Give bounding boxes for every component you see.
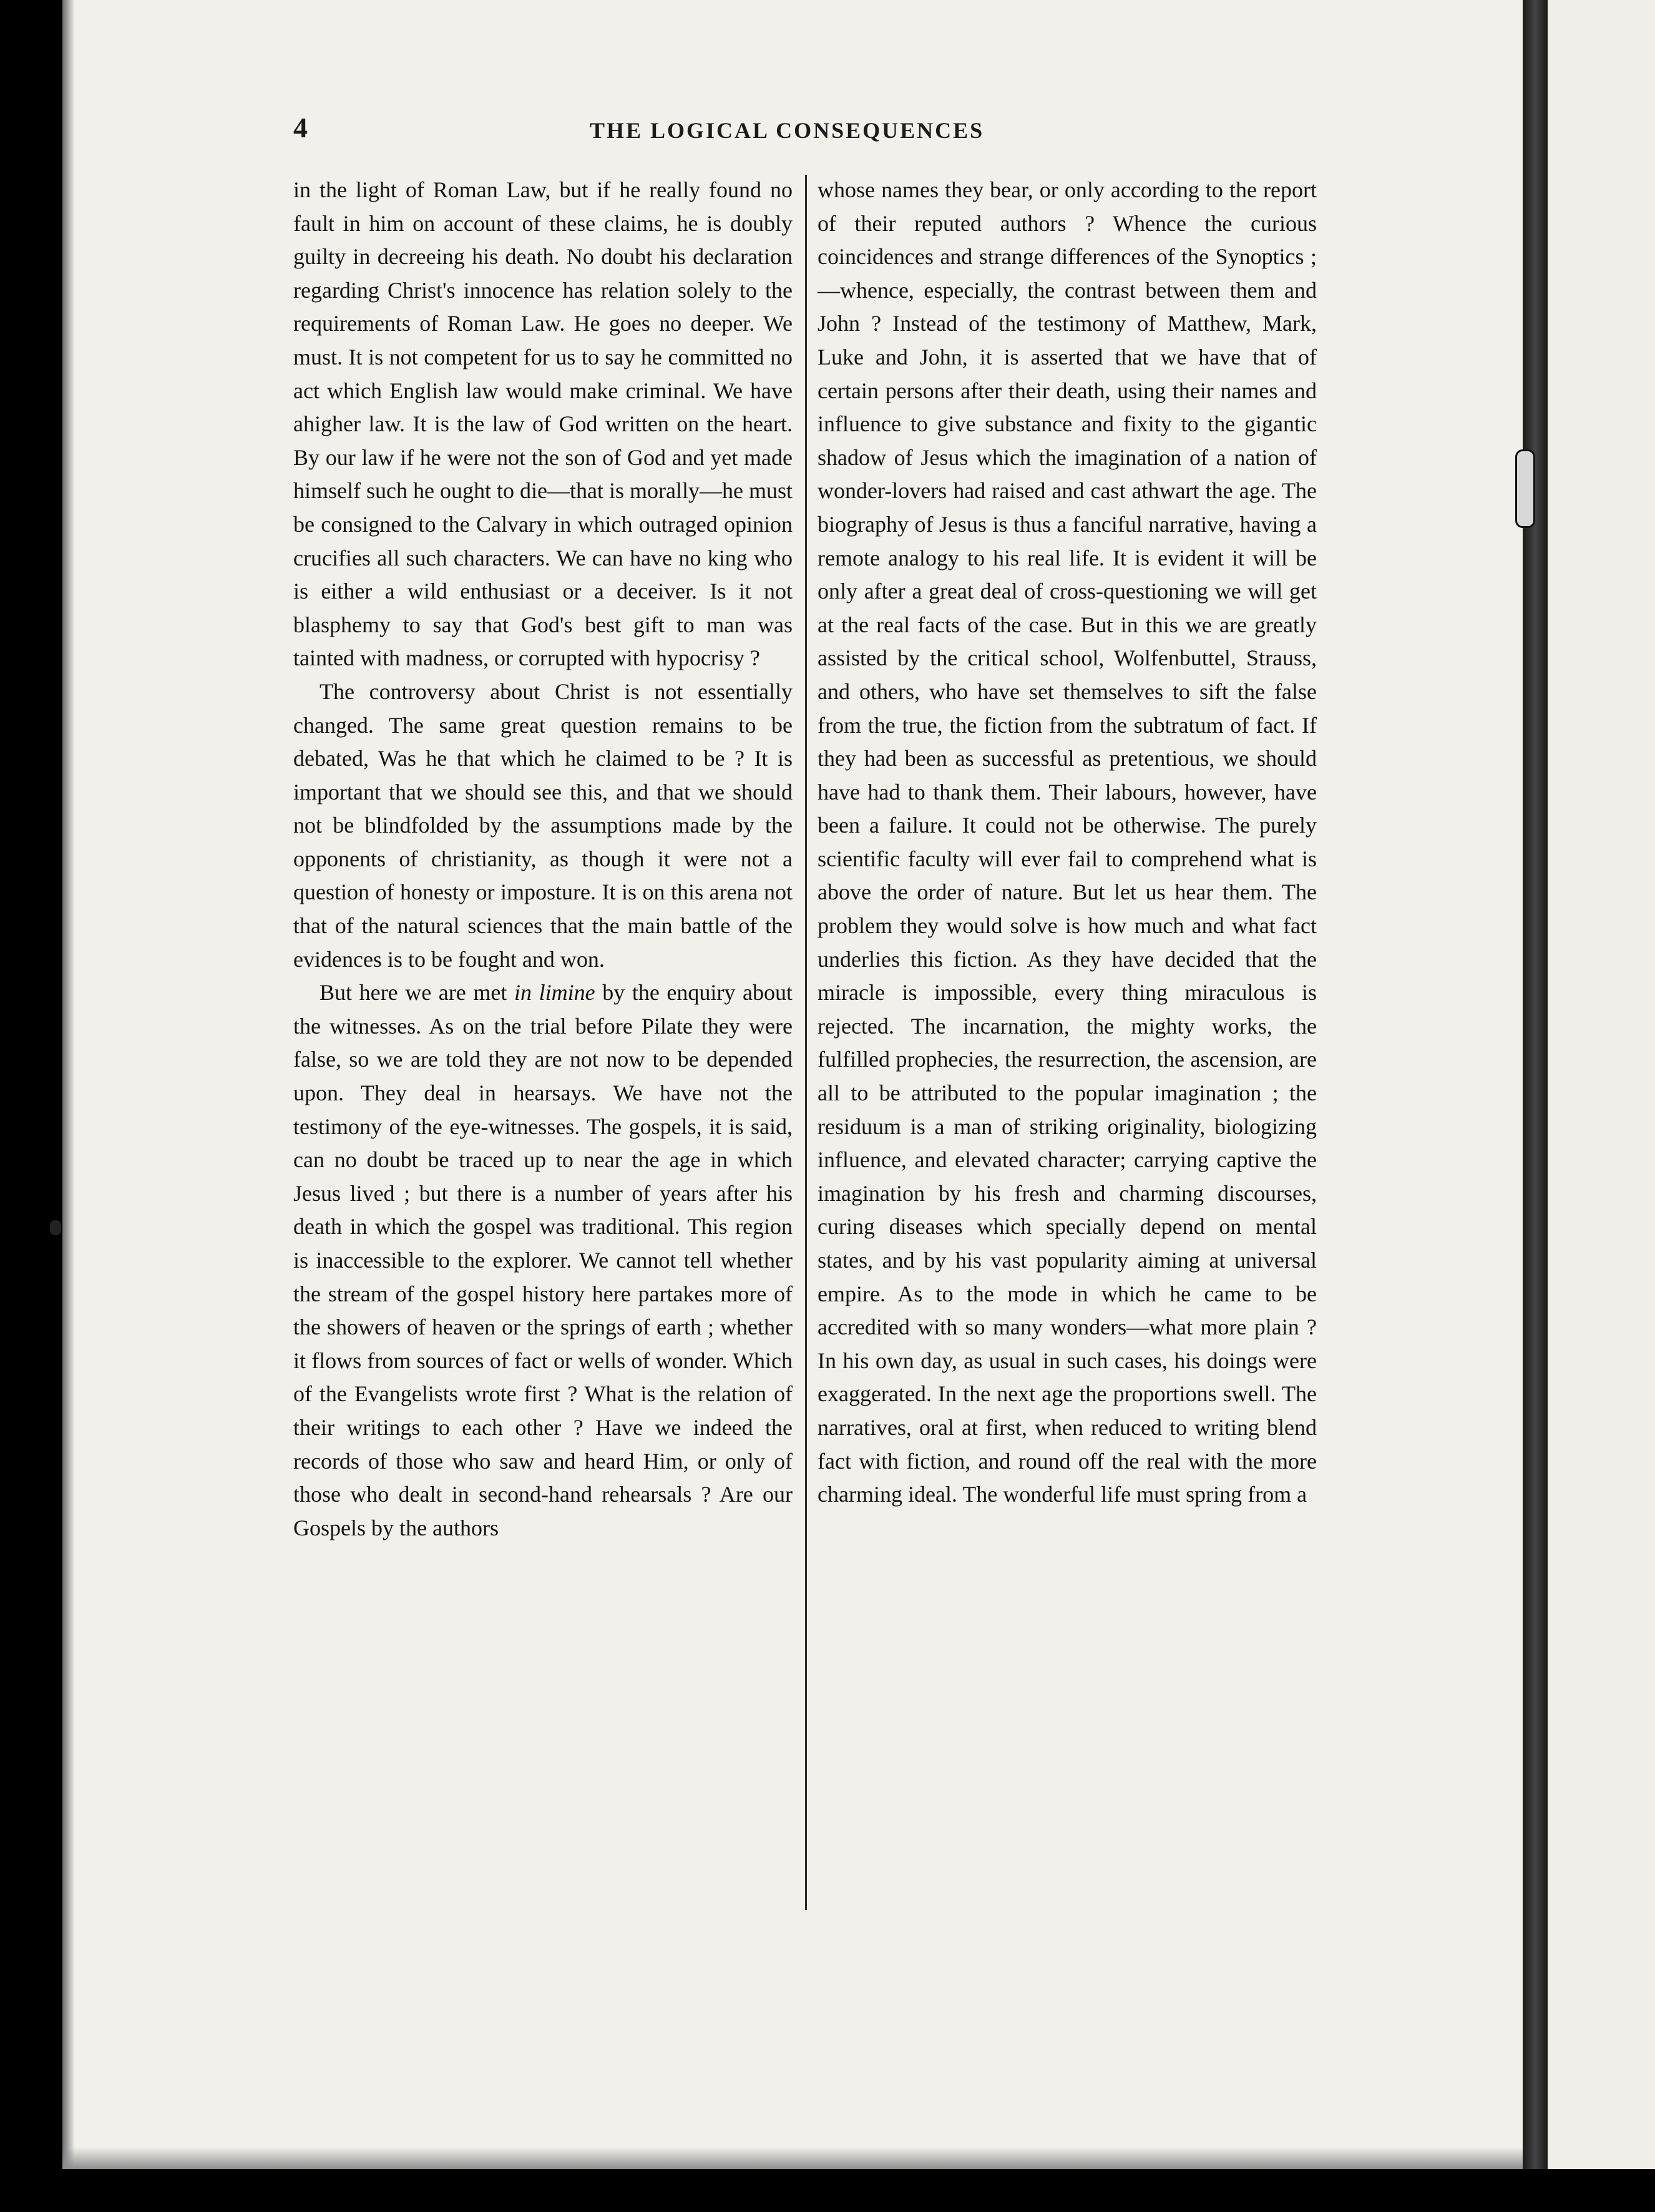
page-edge-shadow: [62, 0, 75, 2169]
binding-gutter: [1523, 0, 1548, 2169]
paragraph-text: by the enquiry about the witnesses. As on the trial before Pilate they were false, so we are told they are not now to be depended upon. They deal in hearsays. We have not the testimony of the eye-witnesses. The gospels, it is said, can no doubt be traced up to near the age in which Jesus lived ; but there is a number of years after his death in which the gospel was traditional. This region is inaccessible to the explorer. We cannot tell whether the stream of the gospel history here partakes more of the showers of heaven or the springs of earth ; whether it flows from sources of fact or wells of wonder. Which of the Evangelists wrote first ? What is the relation of their writings to each other ? Have we indeed the records of those who saw and heard Him, or only of those who dealt in second-hand rehearsals ? Are our Gospels by the authors: [293, 980, 793, 1540]
binding-clip-icon: [1515, 449, 1535, 528]
paragraph: The controversy about Christ is not essentially changed. The same great question remains to be debated, Was he that which he claimed to be ? It is important that we should see this, and that we should not be blindfolded by the assumptions made by the opponents of christianity, as though it were not a question of honesty or imposture. It is on this arena not that of the natural sciences that the main battle of the evidences is to be fought and won.: [293, 678, 793, 972]
left-column: [293, 174, 793, 1545]
paragraph: [293, 976, 793, 1545]
paragraph-text: But here we are met: [320, 980, 514, 1006]
scan-speck: [50, 1220, 61, 1235]
running-title: THE LOGICAL CONSEQUENCES: [590, 118, 985, 143]
page-bottom-shadow: [62, 2147, 1535, 2169]
italic-phrase: in limine: [514, 980, 595, 1006]
page-header: [293, 111, 1317, 149]
paragraph: whose names they bear, or only according to the report of their reputed authors ? Whence the curious coincidences and strange differences of the Synoptics ;—whence, especially, the contrast between them and John ? Instead of the testimony of Matthew, Mark, Luke and John, it is asserted that we have that of certain persons after their death, using their names and influence to give substance and fixity to the gigantic shadow of Jesus which the imagination of a nation of wonder-lovers had raised and cast athwart the age. The biography of Jesus is thus a fanciful narrative, having a remote analogy to his real life. It is evident it will be only after a great deal of cross-questioning we will get at the real facts of the case. But in this we are greatly assisted by the critical school, Wolfenbuttel, Strauss, and others, who have set themselves to sift the false from the true, the fiction from the subtratum of fact. If they had been as successful as pretentious, we should have had to thank them. Their labours, however, have been a failure. It could not be otherwise. The purely scientific faculty will ever fail to comprehend what is above the order of nature. But let us hear them. The problem they would solve is how much and what fact underlies this fiction. As they have decided that the miracle is impossible, every thing miraculous is rejected. The incarnation, the mighty works, the fulfilled prophecies, the resurrection, the ascension, are all to be attributed to the popular imagination ; the residuum is a man of striking originality, biologizing influence, and elevated character; carrying captive the imagination by his fresh and charming discourses, curing diseases which specially depend on mental states, and by his vast popularity aiming at universal empire. As to the mode in which he came to be accredited with so many wonders—what more plain ? In his own day, as usual in such cases, his doings were exaggerated. In the next age the proportions swell. The narratives, oral at first, when reduced to writing blend fact with fiction, and round off the real with the more charming ideal. The wonderful life must spring from a: [818, 177, 1317, 1507]
paragraph: in the light of Roman Law, but if he really found no fault in him on account of these claims, he is doubly guilty in decreeing his death. No doubt his declaration regarding Christ's innocence has relation solely to the requirements of Roman Law. He goes no deeper. We must. It is not competent for us to say he committed no act which English law would make criminal. We have ahigher law. It is the law of God written on the heart. By our law if he were not the son of God and yet made himself such he ought to die—that is morally—he must be consigned to the Calvary in which outraged opinion crucifies all such characters. We can have no king who is either a wild enthusiast or a deceiver. Is it not blasphemy to say that God's best gift to man was tainted with madness, or corrupted with hypocrisy ?: [293, 177, 793, 671]
column-divider: [805, 175, 807, 1910]
right-column: [818, 174, 1317, 1512]
page-number: 4: [293, 112, 308, 144]
adjacent-page-edge: [1546, 0, 1655, 2169]
